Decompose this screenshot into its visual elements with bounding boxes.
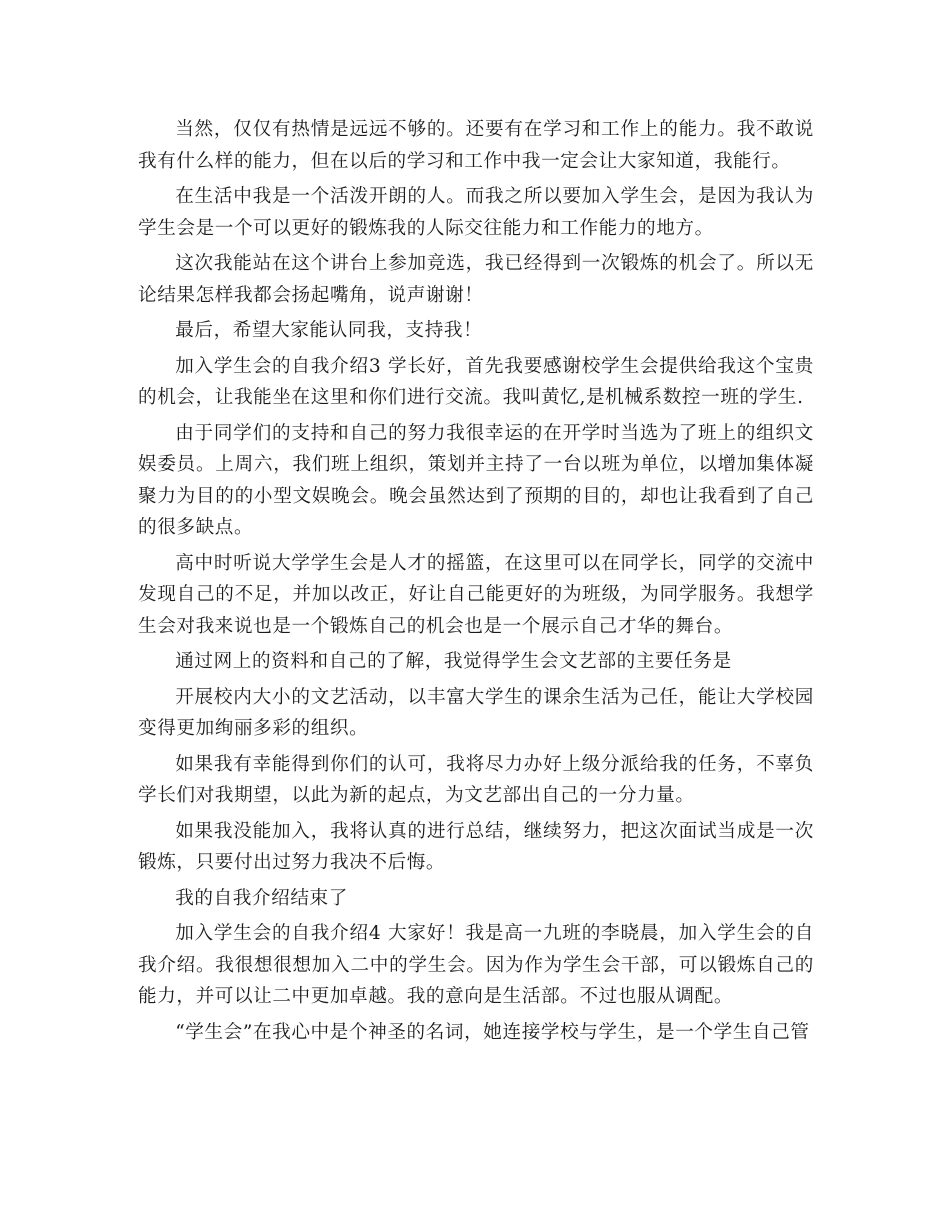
paragraph: 最后，希望大家能认同我，支持我！ xyxy=(175,320,483,341)
paragraph: “学生会”在我心中是个神圣的名词，她连接学校与学生，是一个学生自己管 xyxy=(175,1021,810,1043)
paragraph: 加入学生会的自我介绍4 大家好！我是高一九班的李晓晨，加入学生会的自我介绍。我很想很想加入二中的学生会。因为作为学生会干部，可以锻炼自己的能力，并可以让二中更加卓越。我的意向是生活部。不过也服从调配。 xyxy=(138,923,814,1007)
paragraph: 在生活中我是一个活泼开朗的人。而我之所以要加入学生会，是因为我认为学生会是一个可以更好的锻炼我的人际交往能力和工作能力的地方。 xyxy=(138,186,814,239)
paragraph: 通过网上的资料和自己的了解，我觉得学生会文艺部的主要任务是 xyxy=(175,651,732,672)
paragraph: 我的自我介绍结束了 xyxy=(175,887,348,909)
document-body xyxy=(138,114,814,1052)
paragraph: 如果我有幸能得到你们的认可，我将尽力办好上级分派给我的任务，不辜负学长们对我期望，以此为新的起点，为文艺部出自己的一分力量。 xyxy=(138,753,814,806)
paragraph: 当然，仅仅有热情是远远不够的。还要有在学习和工作上的能力。我不敢说我有什么样的能力，但在以后的学习和工作中我一定会让大家知道，我能行。 xyxy=(138,119,814,172)
paragraph: 如果我没能加入，我将认真的进行总结，继续努力，把这次面试当成是一次锻炼，只要付出过努力我决不后悔。 xyxy=(138,820,814,873)
paragraph: 这次我能站在这个讲台上参加竞选，我已经得到一次锻炼的机会了。所以无论结果怎样我都会扬起嘴角，说声谢谢！ xyxy=(138,253,814,306)
paragraph: 开展校内大小的文艺活动，以丰富大学生的课余生活为己任，能让大学校园变得更加绚丽多彩的组织。 xyxy=(138,686,814,739)
paragraph: 由于同学们的支持和自己的努力我很幸运的在开学时当选为了班上的组织文娱委员。上周六，我们班上组织，策划并主持了一台以班为单位，以增加集体凝聚力为目的的小型文娱晚会。晚会虽然达到了预期的目的，却也让我看到了自己的很多缺点。 xyxy=(138,422,814,538)
paragraph: 高中时听说大学学生会是人才的摇篮，在这里可以在同学长，同学的交流中发现自己的不足，并加以改正，好让自己能更好的为班级，为同学服务。我想学生会对我来说也是一个锻炼自己的机会也是一个展示自己才华的舞台。 xyxy=(138,552,814,637)
paragraph: 加入学生会的自我介绍3 学长好，首先我要感谢校学生会提供给我这个宝贵的机会，让我能坐在这里和你们进行交流。我叫黄忆,是机械系数控一班的学生. xyxy=(138,355,814,408)
